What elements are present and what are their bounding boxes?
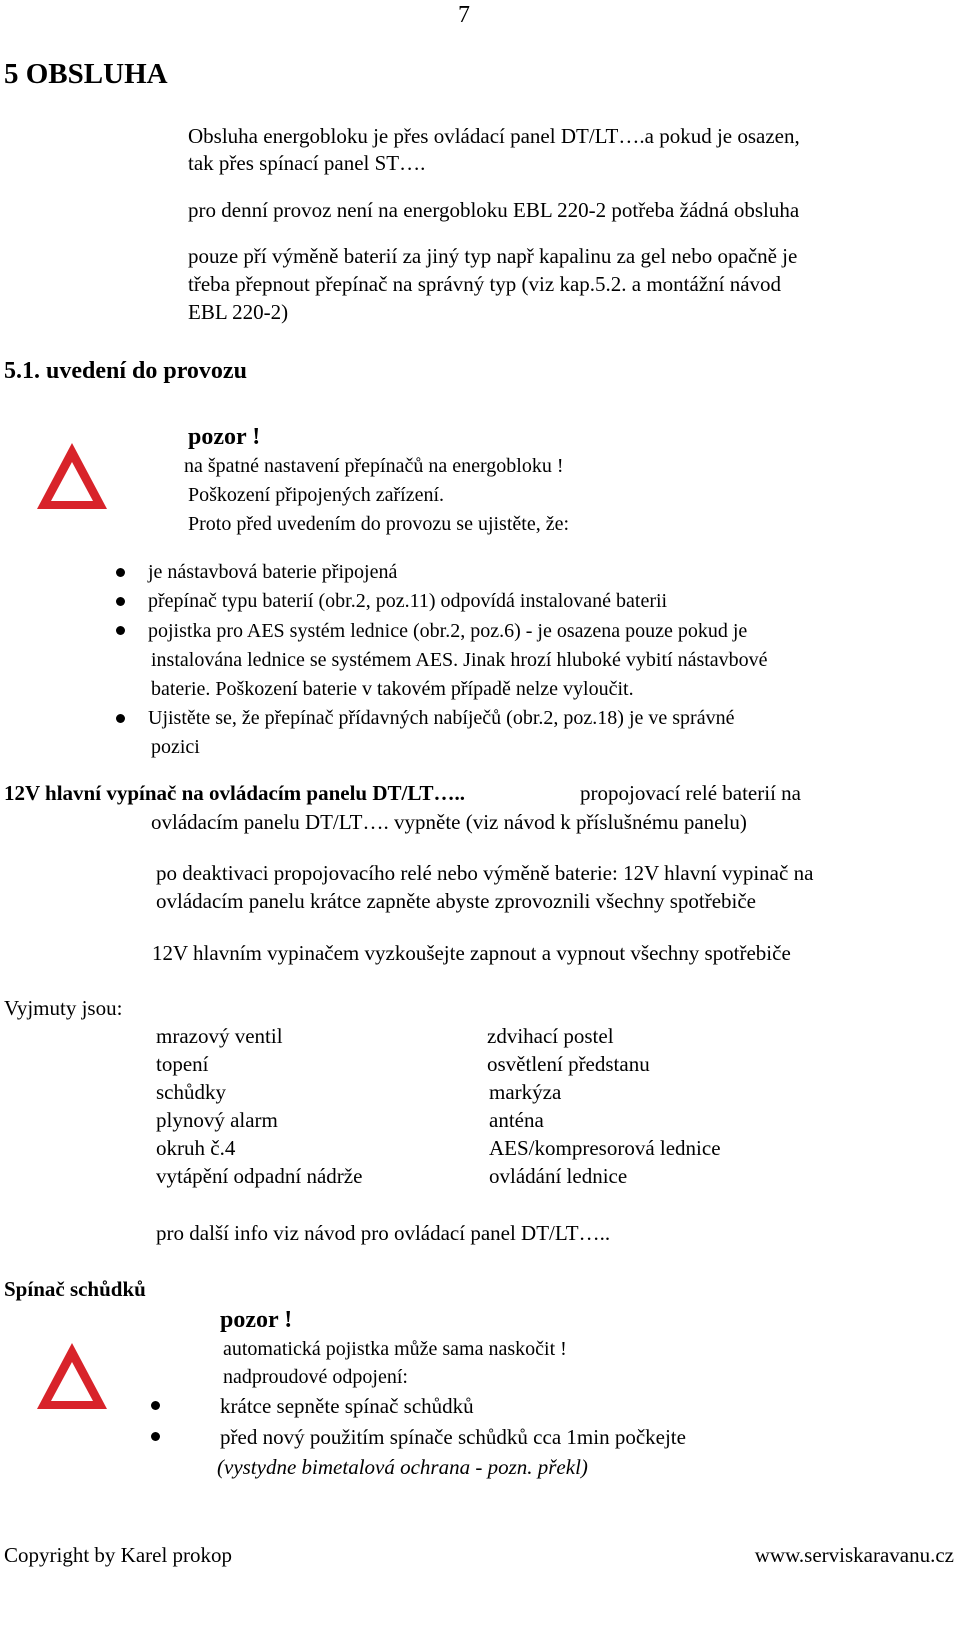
excluded-item: mrazový ventil [156,1024,283,1048]
warning-title: pozor ! [188,424,261,450]
steps-switch-heading: Spínač schůdků [4,1277,146,1301]
main-switch-rest: propojovací relé baterií na [580,781,801,805]
warning-triangle-icon [34,440,110,512]
checklist-item: přepínač typu baterií (obr.2, poz.11) odpovídá instalované baterii [148,590,668,612]
main-switch-line-2: ovládacím panelu DT/LT…. vypněte (viz návod k příslušnému panelu) [151,810,747,834]
excluded-item: plynový alarm [156,1108,278,1132]
more-info: pro další info viz návod pro ovládací panel DT/LT….. [156,1221,611,1245]
steps-warning-line-1: automatická pojistka může sama naskočit ! [223,1338,567,1360]
intro-line-2: tak přes spínací panel ST…. [188,151,426,175]
excluded-item: vytápění odpadní nádrže [156,1164,363,1188]
footer-website: www.serviskaravanu.cz [754,1543,954,1567]
steps-warning-title: pozor ! [220,1307,293,1333]
intro-line-3: pro denní provoz není na energobloku EBL 220-2 potřeba žádná obsluha [188,198,800,222]
steps-note: (vystydne bimetalová ochrana - pozn. překl) [217,1455,588,1479]
main-switch-para-1: po deaktivaci propojovacího relé nebo výměně baterie: 12V hlavní vypinač na [156,861,814,885]
warning-line-1: na špatné nastavení přepínačů na energobloku ! [184,455,564,477]
bullet [116,597,125,606]
main-switch-para-1-cont: ovládacím panelu krátce zapněte abyste zprovoznili všechny spotřebiče [156,889,756,913]
chapter-heading: 5 OBSLUHA [4,58,168,90]
bullet [116,568,125,577]
warning-line-3: Proto před uvedením do provozu se ujistěte, že: [188,513,570,535]
page-number: 7 [458,2,470,28]
excluded-item: anténa [489,1108,544,1132]
checklist-item: je nástavbová baterie připojená [148,561,398,583]
section-heading: 5.1. uvedení do provozu [4,358,247,384]
checklist-item: Ujistěte se, že přepínač přídavných nabíječů (obr.2, poz.18) je ve správné [148,707,735,729]
intro-line-1: Obsluha energobloku je přes ovládací panel DT/LT….a pokud je osazen, [188,124,800,148]
intro-line-5: třeba přepnout přepínač na správný typ (viz kap.5.2. a montážní návod [188,272,782,296]
excluded-item: AES/kompresorová lednice [489,1136,721,1160]
warning-line-2: Poškození připojených zařízení. [188,484,445,506]
bullet [151,1432,160,1441]
excluded-item: zdvihací postel [487,1024,614,1048]
bullet [116,626,125,635]
warning-triangle-icon [34,1340,110,1412]
main-switch-para-2: 12V hlavním vypinačem vyzkoušejte zapnout a vypnout všechny spotřebiče [152,941,791,965]
excluded-item: osvětlení předstanu [487,1052,650,1076]
excluded-item: markýza [489,1080,562,1104]
excluded-item: topení [156,1052,209,1076]
excluded-item: okruh č.4 [156,1136,236,1160]
intro-line-6: EBL 220-2) [188,300,289,324]
main-switch-bold: 12V hlavní vypínač na ovládacím panelu DT/LT….. [4,781,465,805]
steps-warning-line-2: nadproudové odpojení: [223,1366,408,1388]
steps-bullet: krátce sepněte spínač schůdků [220,1394,474,1418]
checklist-item-cont: baterie. Poškození baterie v takovém případě nelze vyloučit. [151,678,634,700]
excluded-label: Vyjmuty jsou: [4,996,123,1020]
bullet [151,1401,160,1410]
checklist-item-cont: pozici [151,736,200,758]
excluded-item: schůdky [156,1080,226,1104]
steps-bullet: před nový použitím spínače schůdků cca 1min počkejte [220,1425,686,1449]
checklist-item: pojistka pro AES systém lednice (obr.2, poz.6) - je osazena pouze pokud je [148,620,748,642]
intro-line-4: pouze pří výměně baterií za jiný typ např kapalinu za gel nebo opačně je [188,244,798,268]
excluded-item: ovládání lednice [489,1164,628,1188]
checklist-item-cont: instalována lednice se systémem AES. Jinak hrozí hluboké vybití nástavbové [151,649,768,671]
bullet [116,714,125,723]
footer-copyright: Copyright by Karel prokop [4,1543,233,1567]
